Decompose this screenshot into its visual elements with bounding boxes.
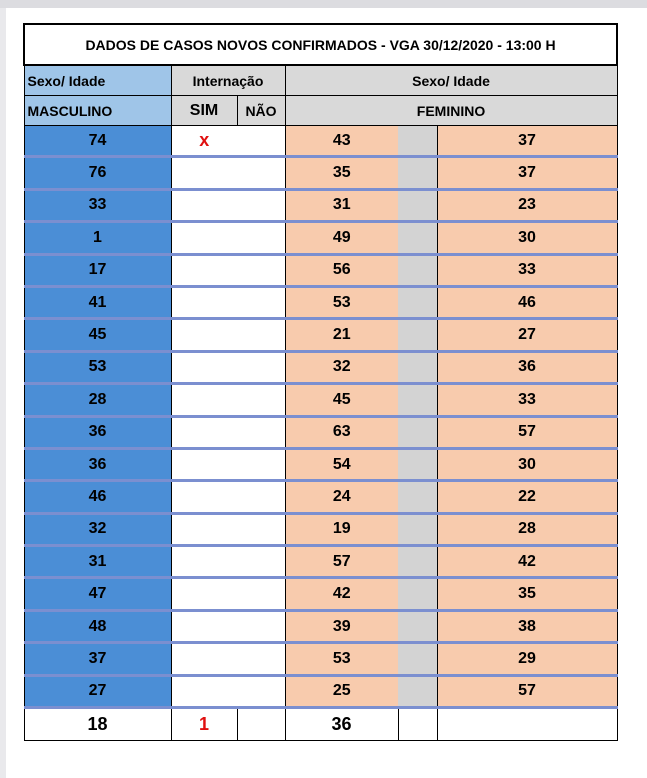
cell-feminino-2: 22 xyxy=(437,481,617,513)
total-sim: 1 xyxy=(171,708,237,741)
table-row xyxy=(24,578,617,610)
cell-masculino: 37 xyxy=(24,643,171,675)
header-feminino: FEMININO xyxy=(285,96,617,126)
total-empty-right xyxy=(437,708,617,741)
cell-feminino-1: 45 xyxy=(285,384,398,416)
cell-feminino-1: 24 xyxy=(285,481,398,513)
cell-sim xyxy=(171,351,237,383)
total-masculino: 18 xyxy=(24,708,171,741)
cell-feminino-1: 53 xyxy=(285,286,398,318)
cell-feminino-2: 36 xyxy=(437,351,617,383)
cell-nao xyxy=(237,675,285,707)
cell-sim xyxy=(171,254,237,286)
table-row xyxy=(24,513,617,545)
table-row xyxy=(24,546,617,578)
cell-masculino: 28 xyxy=(24,384,171,416)
cell-gap xyxy=(398,319,437,351)
table-row xyxy=(24,351,617,383)
cell-masculino: 32 xyxy=(24,513,171,545)
cell-masculino: 27 xyxy=(24,675,171,707)
cell-gap xyxy=(398,351,437,383)
cell-masculino: 53 xyxy=(24,351,171,383)
cell-nao xyxy=(237,384,285,416)
cell-gap xyxy=(398,578,437,610)
cell-feminino-2: 27 xyxy=(437,319,617,351)
table-row xyxy=(24,319,617,351)
cell-gap xyxy=(398,286,437,318)
cell-sim xyxy=(171,610,237,642)
cell-gap xyxy=(398,254,437,286)
cell-feminino-2: 42 xyxy=(437,546,617,578)
header-sim: SIM xyxy=(171,96,237,126)
cell-feminino-1: 54 xyxy=(285,448,398,480)
cell-feminino-2: 35 xyxy=(437,578,617,610)
cell-sim xyxy=(171,448,237,480)
table-row xyxy=(24,126,617,157)
cell-nao xyxy=(237,416,285,448)
table-row xyxy=(24,448,617,480)
cell-nao xyxy=(237,126,285,157)
header-nao: NÃO xyxy=(237,96,285,126)
cell-feminino-1: 21 xyxy=(285,319,398,351)
cell-feminino-1: 56 xyxy=(285,254,398,286)
cell-feminino-2: 57 xyxy=(437,416,617,448)
cell-nao xyxy=(237,448,285,480)
cell-feminino-2: 37 xyxy=(437,157,617,189)
cell-gap xyxy=(398,481,437,513)
table-row xyxy=(24,157,617,189)
table-row xyxy=(24,384,617,416)
cell-masculino: 1 xyxy=(24,222,171,254)
cell-feminino-1: 25 xyxy=(285,675,398,707)
cell-gap xyxy=(398,222,437,254)
header-sexo-idade-left: Sexo/ Idade xyxy=(24,65,171,96)
cell-sim xyxy=(171,675,237,707)
table-row xyxy=(24,286,617,318)
cell-feminino-2: 29 xyxy=(437,643,617,675)
table-row xyxy=(24,222,617,254)
cell-feminino-1: 63 xyxy=(285,416,398,448)
cell-gap xyxy=(398,448,437,480)
table-row xyxy=(24,675,617,707)
header-sexo-idade-right: Sexo/ Idade xyxy=(285,65,617,96)
header-internacao: Internação xyxy=(171,65,285,96)
cell-sim xyxy=(171,578,237,610)
cell-sim xyxy=(171,157,237,189)
cell-sim xyxy=(171,222,237,254)
cell-feminino-2: 28 xyxy=(437,513,617,545)
cell-feminino-2: 46 xyxy=(437,286,617,318)
cell-sim xyxy=(171,513,237,545)
table-row xyxy=(24,610,617,642)
cell-feminino-2: 33 xyxy=(437,384,617,416)
table-body xyxy=(24,126,617,708)
cell-gap xyxy=(398,416,437,448)
cell-feminino-1: 35 xyxy=(285,157,398,189)
cell-nao xyxy=(237,578,285,610)
cell-gap xyxy=(398,384,437,416)
cell-gap xyxy=(398,610,437,642)
cell-feminino-2: 30 xyxy=(437,222,617,254)
table-row xyxy=(24,189,617,221)
header-masculino: MASCULINO xyxy=(24,96,171,126)
total-nao xyxy=(237,708,285,741)
cell-masculino: 74 xyxy=(24,126,171,157)
cell-feminino-2: 33 xyxy=(437,254,617,286)
cell-sim: x xyxy=(171,126,237,157)
cell-feminino-1: 32 xyxy=(285,351,398,383)
table-row xyxy=(24,643,617,675)
cell-nao xyxy=(237,513,285,545)
total-feminino: 36 xyxy=(285,708,398,741)
table-row xyxy=(24,416,617,448)
cell-feminino-2: 38 xyxy=(437,610,617,642)
cell-nao xyxy=(237,254,285,286)
cell-sim xyxy=(171,643,237,675)
cell-sim xyxy=(171,189,237,221)
cell-nao xyxy=(237,610,285,642)
cell-feminino-1: 49 xyxy=(285,222,398,254)
cell-sim xyxy=(171,286,237,318)
cell-masculino: 36 xyxy=(24,416,171,448)
cell-feminino-2: 30 xyxy=(437,448,617,480)
cell-nao xyxy=(237,481,285,513)
cell-nao xyxy=(237,351,285,383)
cases-table xyxy=(23,23,618,741)
cell-gap xyxy=(398,546,437,578)
cell-feminino-2: 57 xyxy=(437,675,617,707)
cell-masculino: 36 xyxy=(24,448,171,480)
cell-masculino: 46 xyxy=(24,481,171,513)
cell-masculino: 17 xyxy=(24,254,171,286)
total-empty-gap xyxy=(398,708,437,741)
cell-gap xyxy=(398,157,437,189)
cell-masculino: 41 xyxy=(24,286,171,318)
cell-sim xyxy=(171,384,237,416)
cell-gap xyxy=(398,643,437,675)
cell-sim xyxy=(171,319,237,351)
cell-sim xyxy=(171,481,237,513)
cell-feminino-1: 53 xyxy=(285,643,398,675)
cell-nao xyxy=(237,222,285,254)
cell-feminino-2: 23 xyxy=(437,189,617,221)
cell-nao xyxy=(237,157,285,189)
cell-masculino: 31 xyxy=(24,546,171,578)
cell-masculino: 76 xyxy=(24,157,171,189)
cell-nao xyxy=(237,189,285,221)
cell-nao xyxy=(237,319,285,351)
cell-feminino-1: 39 xyxy=(285,610,398,642)
cell-feminino-1: 57 xyxy=(285,546,398,578)
cell-gap xyxy=(398,675,437,707)
cell-masculino: 47 xyxy=(24,578,171,610)
cell-feminino-1: 19 xyxy=(285,513,398,545)
table-title: DADOS DE CASOS NOVOS CONFIRMADOS - VGA 30/12/2020 - 13:00 H xyxy=(24,24,617,65)
cell-gap xyxy=(398,513,437,545)
page-top-edge xyxy=(0,0,647,8)
cell-masculino: 48 xyxy=(24,610,171,642)
cell-sim xyxy=(171,546,237,578)
cell-masculino: 45 xyxy=(24,319,171,351)
table-row xyxy=(24,254,617,286)
cell-gap xyxy=(398,189,437,221)
cell-nao xyxy=(237,546,285,578)
cell-feminino-1: 42 xyxy=(285,578,398,610)
cell-nao xyxy=(237,286,285,318)
cell-sim xyxy=(171,416,237,448)
cell-masculino: 33 xyxy=(24,189,171,221)
cell-gap xyxy=(398,126,437,157)
cell-nao xyxy=(237,643,285,675)
table-row xyxy=(24,481,617,513)
cell-feminino-1: 31 xyxy=(285,189,398,221)
cell-feminino-2: 37 xyxy=(437,126,617,157)
cell-feminino-1: 43 xyxy=(285,126,398,157)
